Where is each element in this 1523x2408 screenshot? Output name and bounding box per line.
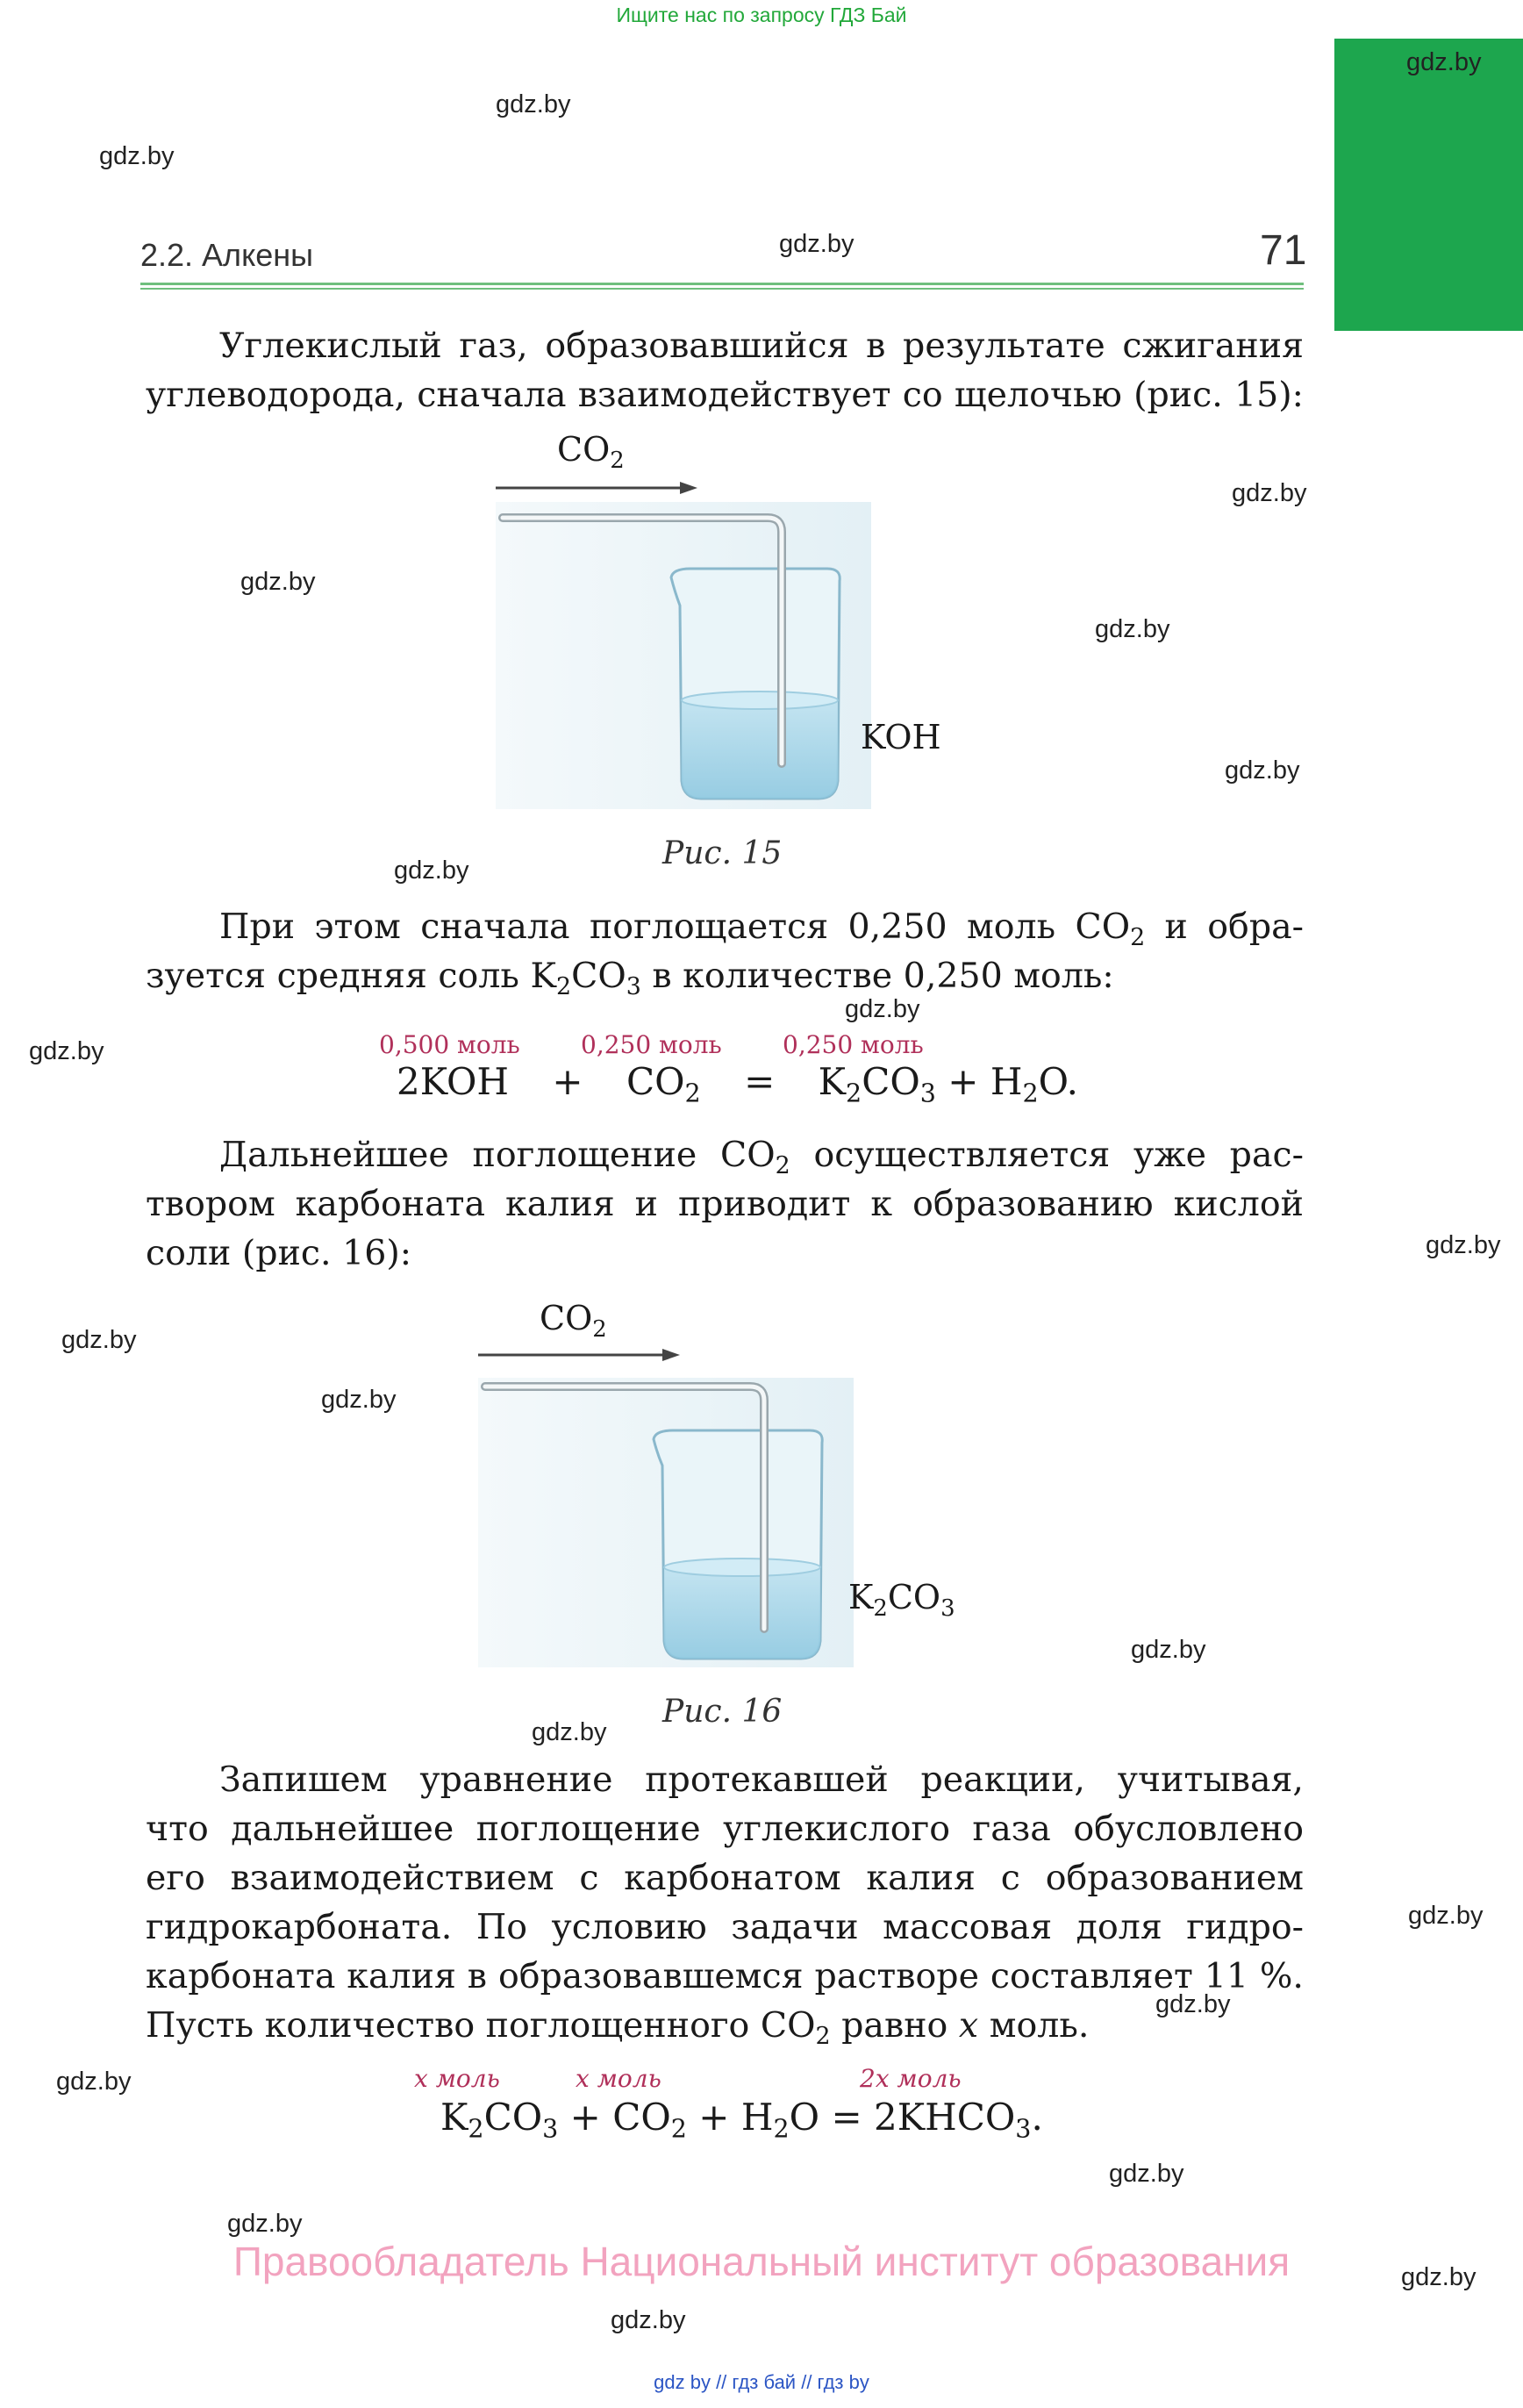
coefficient: 0,250 моль xyxy=(783,1030,924,1059)
k2co3-solution xyxy=(664,1567,820,1659)
coefficient: 0,500 моль xyxy=(379,1030,520,1059)
header-rule xyxy=(140,288,1304,290)
arrow-head xyxy=(662,1349,680,1361)
watermark: gdz.by xyxy=(227,2210,303,2238)
top-banner: Ищите нас по запросу ГДЗ Бай xyxy=(616,4,907,26)
figure-16 xyxy=(469,1290,961,1676)
gas-label: $CO_2$ xyxy=(557,430,625,474)
liquid-surface xyxy=(682,692,838,709)
bottom-links[interactable]: gdz by // гдз бай // гдз by xyxy=(654,2371,869,2393)
solution-label: KOH xyxy=(861,718,941,756)
section-title: 2.2. Алкены xyxy=(140,237,313,273)
text-line: Дальнейшее поглощение $CO_2$ осуществляется уже рас- xyxy=(219,1135,1304,1180)
paragraph xyxy=(146,1755,1304,2050)
coefficient: x моль xyxy=(576,2064,661,2093)
figure-15 xyxy=(487,430,941,816)
koh-solution xyxy=(682,700,838,799)
text-line: что дальнейшее поглощение углекислого газа обусловлено xyxy=(146,1809,1304,1849)
copyright-watermark: Правообладатель Национальный институт образования xyxy=(232,2239,1291,2284)
text-line: Углекислый газ, образовавшийся в результате сжигания xyxy=(219,326,1304,366)
gas-label: $CO_2$ xyxy=(540,1299,607,1343)
paragraph xyxy=(146,321,1304,419)
watermark: gdz.by xyxy=(56,2068,132,2096)
text-line: зуется средняя соль $K_2CO_3$ в количестве 0,250 моль: xyxy=(146,956,1114,1001)
watermark: gdz.by xyxy=(496,90,571,118)
solution-label: $K_2CO_3$ xyxy=(848,1578,955,1622)
watermark: gdz.by xyxy=(321,1386,397,1414)
figure-caption: Рис. 15 xyxy=(662,835,783,871)
header-rule xyxy=(140,283,1304,285)
coefficient: 0,250 моль xyxy=(581,1030,722,1059)
coefficient: 2x моль xyxy=(860,2064,962,2093)
text-line: Запишем уравнение протекавшей реакции, учитывая, xyxy=(219,1759,1304,1800)
watermark: gdz.by xyxy=(611,2306,686,2334)
watermark: gdz.by xyxy=(1095,615,1170,643)
text-line: углеводорода, сначала взаимодействует со щелочью (рис. 15): xyxy=(146,375,1304,415)
watermark: gdz.by xyxy=(1232,479,1307,507)
equation: $K_2CO_3 + CO_2 + H_2O$ = $2KHCO_3$. xyxy=(440,2096,1043,2144)
arrow-head xyxy=(680,482,697,494)
text-line: карбоната калия в образовавшемся растворе составляет 11 %. xyxy=(146,1956,1304,1996)
liquid-surface xyxy=(664,1559,820,1576)
text-line: соли (рис. 16): xyxy=(146,1233,412,1273)
watermark: gdz.by xyxy=(779,230,854,258)
watermark: gdz.by xyxy=(532,1718,607,1746)
watermark: gdz.by xyxy=(1401,2263,1477,2291)
text-line: гидрокарбоната. По условию задачи массовая доля гидро- xyxy=(146,1907,1304,1947)
watermark: gdz.by xyxy=(1155,1990,1231,2018)
equation: $2KOH + CO_2 = K_2CO_3 + H_2O$. xyxy=(397,1060,1078,1108)
text-line: Пусть количество поглощенного $CO_2$ равно x моль. xyxy=(146,2005,1090,2051)
watermark: gdz.by xyxy=(1408,1902,1484,1930)
watermark: gdz.by xyxy=(1225,756,1300,785)
page-number: 71 xyxy=(1260,227,1307,274)
chapter-tab xyxy=(1334,39,1523,331)
text-line: твором карбоната калия и приводит к образованию кислой xyxy=(146,1184,1304,1224)
beaker-illustration xyxy=(487,430,926,816)
coefficient: x моль xyxy=(414,2064,500,2093)
text-line: его взаимодействием с карбонатом калия с образованием xyxy=(146,1858,1304,1898)
watermark: gdz.by xyxy=(1131,1636,1206,1664)
paragraph xyxy=(146,902,1304,1000)
paragraph xyxy=(146,1130,1304,1278)
watermark: gdz.by xyxy=(1406,48,1482,76)
figure-caption: Рис. 16 xyxy=(662,1694,783,1730)
watermark: gdz.by xyxy=(394,856,469,885)
text-line: При этом сначала поглощается 0,250 моль $CO_2$ и обра- xyxy=(219,907,1305,952)
watermark: gdz.by xyxy=(99,142,175,170)
watermark: gdz.by xyxy=(240,568,316,596)
watermark: gdz.by xyxy=(1426,1231,1501,1259)
watermark: gdz.by xyxy=(61,1326,137,1354)
watermark: gdz.by xyxy=(29,1037,104,1065)
watermark: gdz.by xyxy=(1109,2160,1184,2188)
watermark: gdz.by xyxy=(845,995,920,1023)
